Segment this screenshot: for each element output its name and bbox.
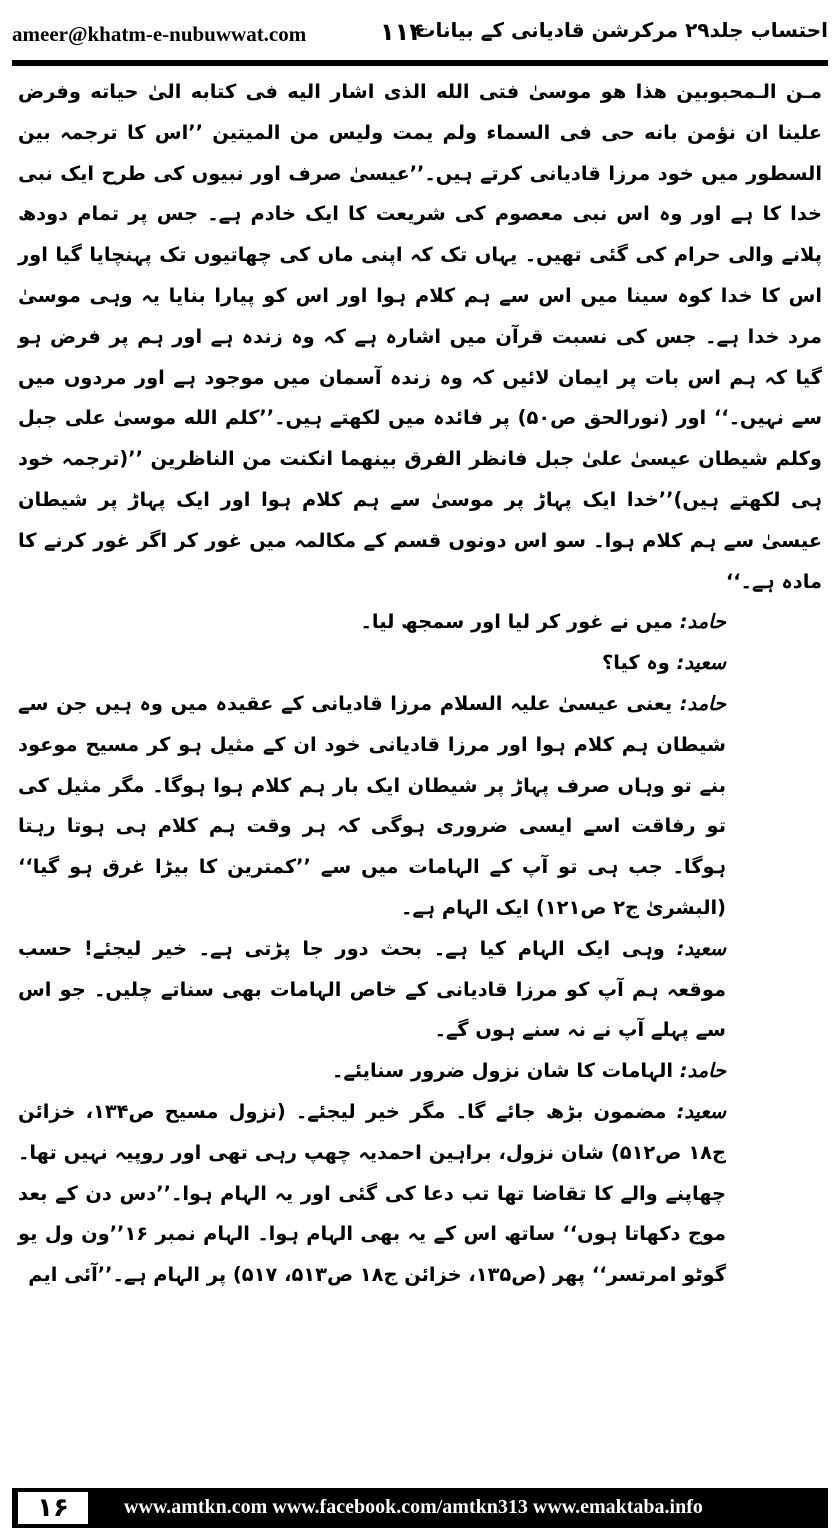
- footer-links[interactable]: www.amtkn.com www.facebook.com/amtkn313 www.emaktaba.info: [124, 1496, 703, 1518]
- speaker-label: سعید:: [676, 1099, 726, 1123]
- speaker-label: سعید:: [676, 651, 726, 675]
- dialogue-text: مضمون بڑھ جائے گا۔ مگر خیر لیجئے۔ (نزول مسیح ص۱۳۴، خزائن ج۱۸ ص۵۱۲) شان نزول، براہین احمدیہ چھپ رہی تھی اور روپیہ نہیں تھا۔ چھاپنے والے کا تقاضا تھا تب دعا کی گئی اور یہ الہام ہوا۔’’دس دن کے بعد موج دکھاتا ہوں‘‘ ساتھ اس کے یہ بھی الہام ہوا۔ الہام نمبر ۱۶’’ون ول یو گوٹو امرتسر‘‘ پھر (ص۱۳۵، خزائن ج۱۸ ص۵۱۳، ۵۱۷) پر الہام ہے۔’’آئی ایم: [18, 1099, 727, 1287]
- dialogue-saeed-2: [18, 929, 822, 1051]
- header-title: احتساب جلد۲۹ مرکرشن قادیانی کے بیانات: [415, 18, 828, 42]
- page-header: [12, 8, 828, 54]
- paragraph-text: مـن الـمحبوبين هذا هو موسىٰ فتى الله الذى اشار اليه فى كتابه الىٰ حياته وفرض علينا ان نؤمن بانه حى فى السماء ولم يمت وليس من الميتين ’’اس کا ترجمہ بین السطور میں خود مرزا قادیانی کرتے ہیں۔’’عیسیٰ صرف اور نبیوں کی طرح ایک نبی خدا کا ہے اور وہ اس نبی معصوم کی شریعت کا ایک خادم ہے۔ جس پر تمام دودھ پلانے والی حرام کی گئی تھیں۔ یہاں تک کہ اپنی ماں کی چھاتیوں تک پہنچایا گیا اور اس کا خدا کوہ سینا میں اس سے ہم کلام ہوا اور اس کو پیارا بنایا یہ وہی موسیٰ مرد خدا ہے۔ جس کی نسبت قرآن میں اشارہ ہے کہ وہ زندہ ہے اور ہم پر فرض ہو گیا کہ ہم اس بات پر ایمان لائیں کہ وہ زندہ آسمان میں موجود ہے اور مردوں میں سے نہیں۔‘‘ اور (نورالحق ص۵۰) پر فائدہ میں لکھتے ہیں۔’’كلم الله موسىٰ على جبل وكلم شيطان عيسىٰ علىٰ جبل فانظر الفرق بينهما انكنت من الناظرين ’’(ترجمہ خود ہی لکھتے ہیں)’’خدا ایک پہاڑ پر موسیٰ سے ہم کلام ہوا اور ایک پہاڑ پر شیطان عیسیٰ سے ہم کلام ہوا۔ سو اس دونوں قسم کے مکالمہ میں غور کر اگر غور کرنے کا مادہ ہے۔‘‘: [18, 80, 823, 593]
- dialogue-text: یعنی عیسیٰ علیہ السلام مرزا قادیانی کے عقیدہ میں وہ ہیں جن سے شیطان ہم کلام ہوا اور مرزا قادیانی خود ان کے مثیل ہو کر مسیح موعود بنے تو وہاں صرف پہاڑ پر شیطان ایک بار ہم کلام ہوا ہوگا۔ مگر مثیل کی تو رفاقت اسے ایسی ضروری ہوگی کہ ہر وقت ہم کلام ہی ہوتا رہتا ہوگا۔ جب ہی تو آپ کے الہامات میں سے ’’کمترین کا بیڑا غرق ہو گیا‘‘ (البشریٰ ج۲ ص۱۲۱) ایک الہام ہے۔: [18, 691, 726, 919]
- speaker-label: حامد:: [679, 1059, 726, 1083]
- dialogue-text: الہامات کا شان نزول ضرور سنایئے۔: [332, 1059, 674, 1083]
- speaker-label: حامد:: [679, 691, 726, 715]
- header-email[interactable]: ameer@khatm-e-nubuwwat.com: [12, 22, 307, 46]
- speaker-label: حامد:: [679, 610, 726, 634]
- dialogue-hamid-1: [18, 602, 822, 643]
- dialogue-hamid-2: [18, 684, 822, 929]
- speaker-label: سعید:: [676, 936, 726, 960]
- page-footer: [12, 1488, 828, 1528]
- paragraph-intro: [18, 72, 822, 602]
- header-page-number: ۱۱۴: [380, 18, 424, 46]
- dialogue-text: وہ کیا؟: [601, 651, 670, 675]
- footer-page-number: ۱۶: [18, 1492, 88, 1524]
- dialogue-text: وہی ایک الہام کیا ہے۔ بحث دور جا پڑتی ہے۔ خیر لیجئے! حسب موقعہ ہم آپ کو مرزا قادیانی کے خاص الہامات بھی سناتے چلیں۔ جو اس سے پہلے آپ نے نہ سنے ہوں گے۔: [18, 936, 726, 1042]
- dialogue-saeed-3: [18, 1092, 822, 1296]
- dialogue-hamid-3: [18, 1051, 822, 1092]
- page-body: [18, 72, 822, 1478]
- header-rule: [12, 60, 828, 66]
- dialogue-text: میں نے غور کر لیا اور سمجھ لیا۔: [360, 610, 674, 634]
- dialogue-saeed-1: [18, 643, 822, 684]
